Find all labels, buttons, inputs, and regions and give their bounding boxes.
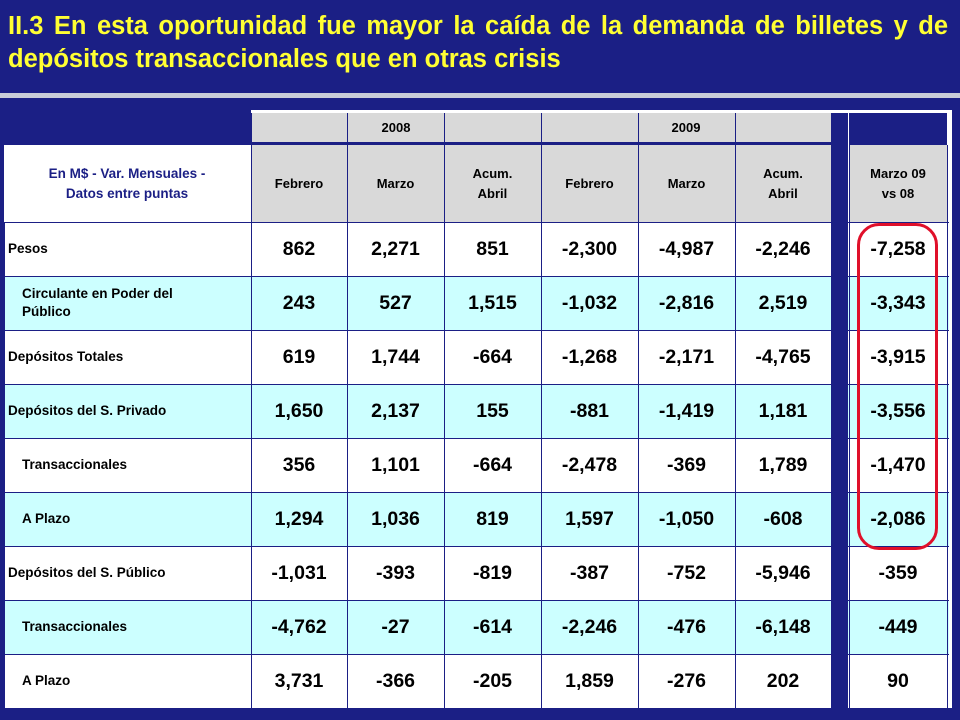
data-cell: -476 xyxy=(666,615,707,638)
column-header xyxy=(444,145,541,222)
compare-cell: -449 xyxy=(878,615,918,638)
text: A Plazo xyxy=(22,673,71,688)
data-cell: -614 xyxy=(472,615,513,638)
data-cell: -2,478 xyxy=(561,453,618,476)
row-divider xyxy=(4,222,949,223)
column-divider xyxy=(947,145,948,708)
data-cell: 1,789 xyxy=(758,453,808,476)
data-cell: -1,050 xyxy=(658,507,715,530)
row-divider xyxy=(4,330,949,331)
data-cell: 1,181 xyxy=(758,399,808,422)
text: Depósitos del S. Público xyxy=(8,565,166,580)
data-cell: -1,268 xyxy=(561,345,618,368)
column-header xyxy=(347,145,444,222)
column-header xyxy=(735,145,831,222)
row-label xyxy=(22,600,257,654)
row-label xyxy=(22,438,257,492)
data-cell: 1,650 xyxy=(274,399,324,422)
column-divider xyxy=(735,113,736,708)
row-divider xyxy=(4,384,949,385)
text: A Plazo xyxy=(22,511,71,526)
text: Transaccionales xyxy=(22,457,128,472)
row-label xyxy=(8,222,243,276)
year-header-2008: 2008 xyxy=(251,113,541,142)
row-label xyxy=(8,384,243,438)
row-divider xyxy=(4,276,949,277)
column-divider xyxy=(541,113,542,708)
data-cell: 1,859 xyxy=(565,669,614,692)
text: Febrero xyxy=(565,175,614,191)
data-cell: -6,148 xyxy=(755,615,811,638)
column-divider xyxy=(4,222,5,708)
year-header-2009: 2009 xyxy=(541,113,831,142)
data-cell: -1,419 xyxy=(658,399,715,422)
data-cell: 202 xyxy=(766,669,800,692)
data-cell: 1,597 xyxy=(565,507,614,530)
text: Marzo 09 vs 08 xyxy=(870,165,926,201)
text: Transaccionales xyxy=(22,619,128,634)
text: Acum. Abril xyxy=(763,165,803,201)
text: Marzo xyxy=(667,175,706,191)
data-cell: 2,137 xyxy=(371,399,420,422)
column-divider xyxy=(251,113,252,708)
data-cell: 619 xyxy=(282,345,316,368)
row-label xyxy=(22,276,257,330)
compare-cell: -1,470 xyxy=(870,453,926,476)
text: Pesos xyxy=(8,241,48,256)
row-divider xyxy=(4,492,949,493)
data-cell: 1,294 xyxy=(274,507,324,530)
data-cell: -819 xyxy=(472,561,513,584)
data-cell: -366 xyxy=(375,669,416,692)
column-header xyxy=(251,145,347,222)
column-divider xyxy=(444,113,445,708)
compare-cell: -2,086 xyxy=(870,507,926,530)
compare-cell: -359 xyxy=(878,561,918,584)
column-gap xyxy=(832,113,848,708)
text: Depósitos del S. Privado xyxy=(8,403,167,418)
data-cell: 1,515 xyxy=(468,291,517,314)
data-cell: -393 xyxy=(375,561,416,584)
text: Febrero xyxy=(274,175,324,191)
column-divider xyxy=(831,113,832,708)
data-cell: 243 xyxy=(282,291,316,314)
text: Marzo xyxy=(376,175,415,191)
data-cell: -2,171 xyxy=(658,345,715,368)
data-cell: 862 xyxy=(282,237,316,260)
data-cell: -387 xyxy=(569,561,610,584)
corner-gap-top xyxy=(4,110,251,145)
text: Circulante en Poder del Público xyxy=(22,286,173,319)
row-divider xyxy=(4,546,949,547)
data-cell: -276 xyxy=(666,669,707,692)
data-cell: 819 xyxy=(476,507,509,530)
row-divider xyxy=(4,708,949,709)
corner-label xyxy=(6,145,248,222)
data-cell: -2,246 xyxy=(755,237,811,260)
data-cell: -205 xyxy=(472,669,513,692)
data-cell: -369 xyxy=(666,453,707,476)
text: Depósitos Totales xyxy=(8,349,124,364)
text: Acum. Abril xyxy=(472,165,513,201)
corner-label-line2: Datos entre puntas xyxy=(65,185,189,201)
data-cell: -2,300 xyxy=(561,237,618,260)
data-cell: -5,946 xyxy=(755,561,811,584)
compare-gap-top xyxy=(849,113,947,145)
column-divider xyxy=(849,145,850,708)
data-cell: 1,036 xyxy=(371,507,420,530)
row-label xyxy=(8,546,243,600)
compare-header xyxy=(849,145,947,222)
data-cell: -4,765 xyxy=(755,345,811,368)
row-divider xyxy=(4,654,949,655)
data-cell: -664 xyxy=(472,453,513,476)
data-cell: -4,762 xyxy=(271,615,327,638)
data-cell: -752 xyxy=(666,561,707,584)
data-cell: 2,271 xyxy=(371,237,420,260)
data-cell: 2,519 xyxy=(758,291,808,314)
title-divider xyxy=(0,93,960,98)
column-divider xyxy=(347,113,348,708)
slide-title: II.3 En esta oportunidad fue mayor la caída de la demanda de billetes y de depósitos transaccionales que en otras crisis xyxy=(8,12,948,73)
compare-cell: -3,343 xyxy=(870,291,926,314)
corner-label-line1: En M$ - Var. Mensuales - xyxy=(48,165,206,181)
data-cell: 1,101 xyxy=(371,453,420,476)
data-cell: -27 xyxy=(381,615,410,638)
row-label xyxy=(22,492,257,546)
data-cell: 3,731 xyxy=(274,669,324,692)
data-cell: 356 xyxy=(282,453,316,476)
row-divider xyxy=(4,600,949,601)
compare-cell: -3,915 xyxy=(870,345,926,368)
data-cell: -881 xyxy=(569,399,610,422)
highlight-ellipse xyxy=(857,223,938,550)
data-cell: 527 xyxy=(379,291,412,314)
data-cell: 1,744 xyxy=(371,345,420,368)
data-cell: -2,246 xyxy=(561,615,618,638)
data-cell: 851 xyxy=(476,237,509,260)
compare-cell: -3,556 xyxy=(870,399,926,422)
data-cell: -2,816 xyxy=(658,291,715,314)
column-header xyxy=(541,145,638,222)
row-label xyxy=(8,330,243,384)
row-label xyxy=(22,654,257,708)
data-cell: -1,032 xyxy=(561,291,618,314)
data-cell: -4,987 xyxy=(658,237,715,260)
compare-cell: 90 xyxy=(887,669,909,692)
compare-cell: -7,258 xyxy=(870,237,926,260)
data-cell: -608 xyxy=(763,507,803,530)
column-divider xyxy=(638,113,639,708)
row-divider xyxy=(4,438,949,439)
data-cell: 155 xyxy=(476,399,509,422)
data-cell: -1,031 xyxy=(271,561,327,584)
data-cell: -664 xyxy=(472,345,513,368)
column-header xyxy=(638,145,735,222)
